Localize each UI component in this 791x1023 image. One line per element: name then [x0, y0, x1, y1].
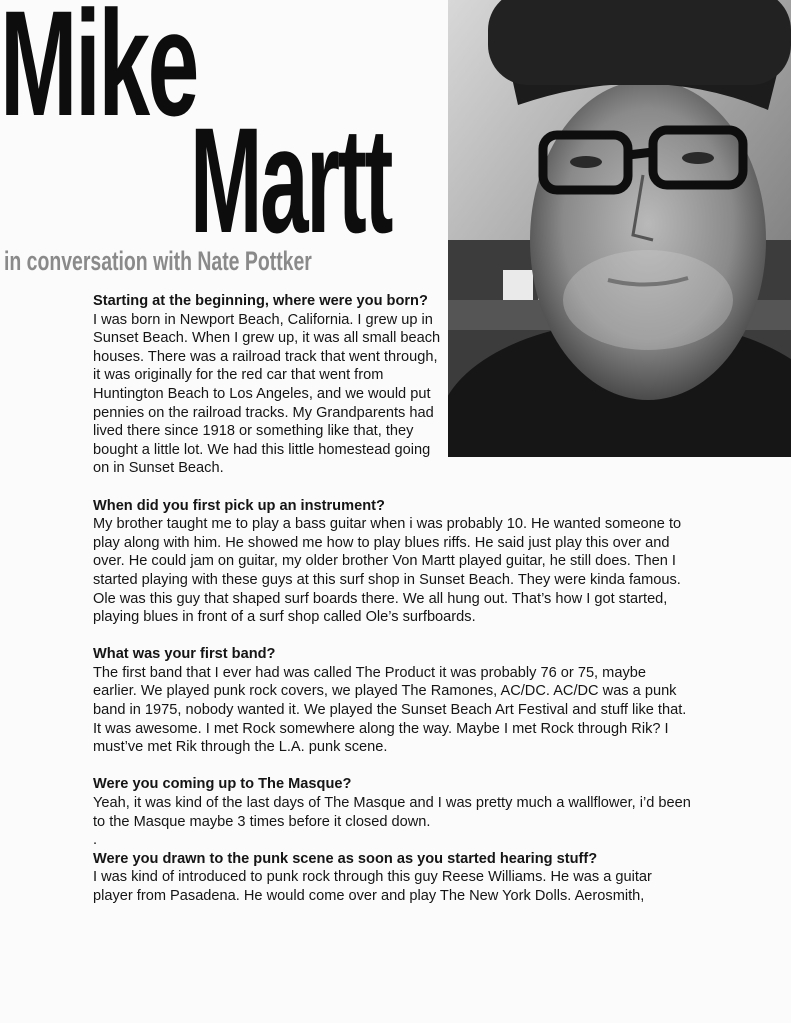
stray-period: .: [93, 832, 98, 849]
question: Were you drawn to the punk scene as soon as you started hearing stuff?: [93, 850, 598, 867]
subtitle: in conversation with Nate Pottker: [4, 246, 312, 276]
title-first-name: Mike: [0, 0, 197, 147]
qa-block: [93, 497, 693, 627]
question: What was your first band?: [93, 646, 276, 663]
qa-block: [93, 645, 693, 757]
question: When did you first pick up an instrument?: [93, 497, 385, 514]
answer: My brother taught me to play a bass guitar when i was probably 10. He wanted someone to play along with him. He showed me how to play blues riffs. He said just play this over and over. He could jam on guitar, my older brother Von Martt played guitar, he still does. Then I started playing with these guys at this surf shop in Sunset Beach. They were kinda famous. Ole was this guy that shaped surf boards there. We all hung out. That’s how I got started, playing blues in front of a surf shop called Ole’s surfboards.: [93, 516, 682, 626]
answer: The first band that I ever had was called The Product it was probably 76 or 75, maybe earlier. We played punk rock covers, we played The Ramones, AC/DC. AC/DC was a punk band in 1975, nobody wanted it. We played the Sunset Beach Art Festival and stuff like that. It was awesome. I met Rock somewhere along the way. Maybe I met Rock through Rik? I must’ve met Rik through the L.A. punk scene.: [93, 664, 687, 756]
qa-block: [93, 775, 693, 849]
answer: Yeah, it was kind of the last days of The Masque and I was pretty much a wallflower, i’d been to the Masque maybe 3 times before it closed down.: [93, 795, 691, 830]
answer: I was born in Newport Beach, California. I grew up in Sunset Beach. When I grew up, it was all small beach houses. There was a railroad track that went through, it was originally for the red car that went from Huntington Beach to Los Angeles, and we would put pennies on the railroad tracks. My Grandparents had lived there since 1918 or something like that, they bought a little lot. We had this little homestead going on in Sunset Beach.: [93, 311, 441, 477]
qa-block: [93, 292, 445, 478]
question: Were you coming up to The Masque?: [93, 776, 352, 793]
answer: I was kind of introduced to punk rock through this guy Reese Williams. He was a guitar player from Pasadena. He would come over and play The New York Dolls. Aerosmith,: [93, 869, 652, 904]
question: Starting at the beginning, where were you born?: [93, 293, 428, 309]
qa-block: [93, 850, 693, 906]
interview-article: [93, 292, 693, 924]
title-last-name: Martt: [190, 96, 392, 264]
